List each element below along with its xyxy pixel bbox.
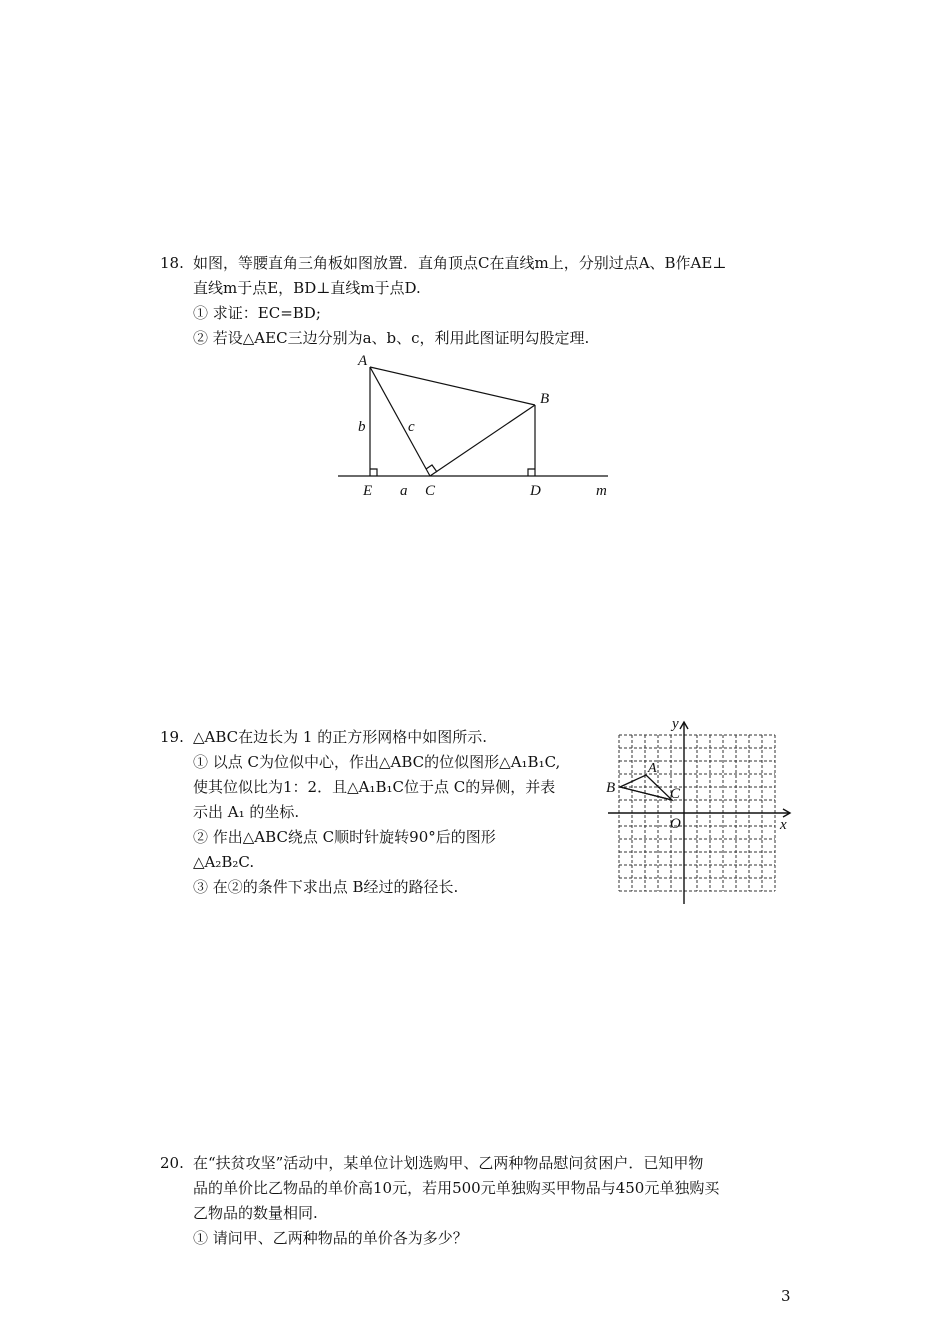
question-text: △ABC在边长为 1 的正方形网格中如图所示.: [193, 728, 487, 746]
label-O: O: [670, 816, 681, 832]
question-text: 乙物品的数量相同.: [193, 1204, 318, 1222]
question-text: 示出 A₁ 的坐标.: [193, 803, 300, 821]
question-number: 19.: [160, 728, 184, 746]
segment-BC: [620, 787, 672, 800]
label-m: m: [596, 483, 607, 499]
label-x: x: [780, 817, 787, 833]
label-A: A: [358, 353, 368, 369]
label-D: D: [530, 483, 541, 499]
sub-question-1: ① 求证：EC=BD;: [193, 304, 321, 322]
question-text: △A₂B₂C.: [193, 853, 255, 871]
label-y: y: [672, 716, 679, 732]
label-C: C: [425, 483, 436, 499]
grid-figure: [600, 712, 800, 908]
label-a: a: [400, 483, 408, 499]
sub-question-1: ① 请问甲、乙两种物品的单价各为多少？: [193, 1229, 468, 1247]
question-text: 如图，等腰直角三角板如图放置．直角顶点C在直线m上，分别过点A、B作AE⊥: [193, 254, 727, 272]
page-number: 3: [781, 1287, 791, 1305]
question-number: 18.: [160, 254, 184, 272]
sub-question-2: ② 作出△ABC绕点 C顺时针旋转90°后的图形: [193, 828, 496, 846]
segment-BC: [430, 405, 535, 476]
segment-AB: [370, 367, 535, 405]
question-text: 品的单价比乙物品的单价高10元，若用500元单独购买甲物品与450元单独购买: [193, 1179, 720, 1197]
segment-AC: [370, 367, 430, 476]
label-B: B: [540, 391, 550, 407]
label-B: B: [606, 780, 616, 796]
triangle-figure: [330, 345, 620, 505]
sub-question-2: ② 若设△AEC三边分别为a、b、c，利用此图证明勾股定理.: [193, 329, 590, 347]
right-angle-E: [370, 469, 377, 476]
question-text: 使其位似比为1：2．且△A₁B₁C位于点 C的异侧，并表: [193, 778, 556, 796]
label-c: c: [408, 419, 415, 435]
label-A: A: [648, 761, 657, 776]
sub-question-1: ① 以点 C为位似中心，作出△ABC的位似图形△A₁B₁C,: [193, 753, 561, 771]
question-number: 20.: [160, 1154, 184, 1172]
sub-question-3: ③ 在②的条件下求出点 B经过的路径长.: [193, 878, 459, 896]
question-text: 直线m于点E，BD⊥直线m于点D.: [193, 279, 421, 297]
label-C: C: [670, 786, 681, 802]
question-text: 在“扶贫攻坚”活动中，某单位计划选购甲、乙两种物品慰问贫困户．已知甲物: [193, 1154, 704, 1172]
right-angle-D: [528, 469, 535, 476]
label-b: b: [358, 419, 366, 435]
label-E: E: [363, 483, 373, 499]
